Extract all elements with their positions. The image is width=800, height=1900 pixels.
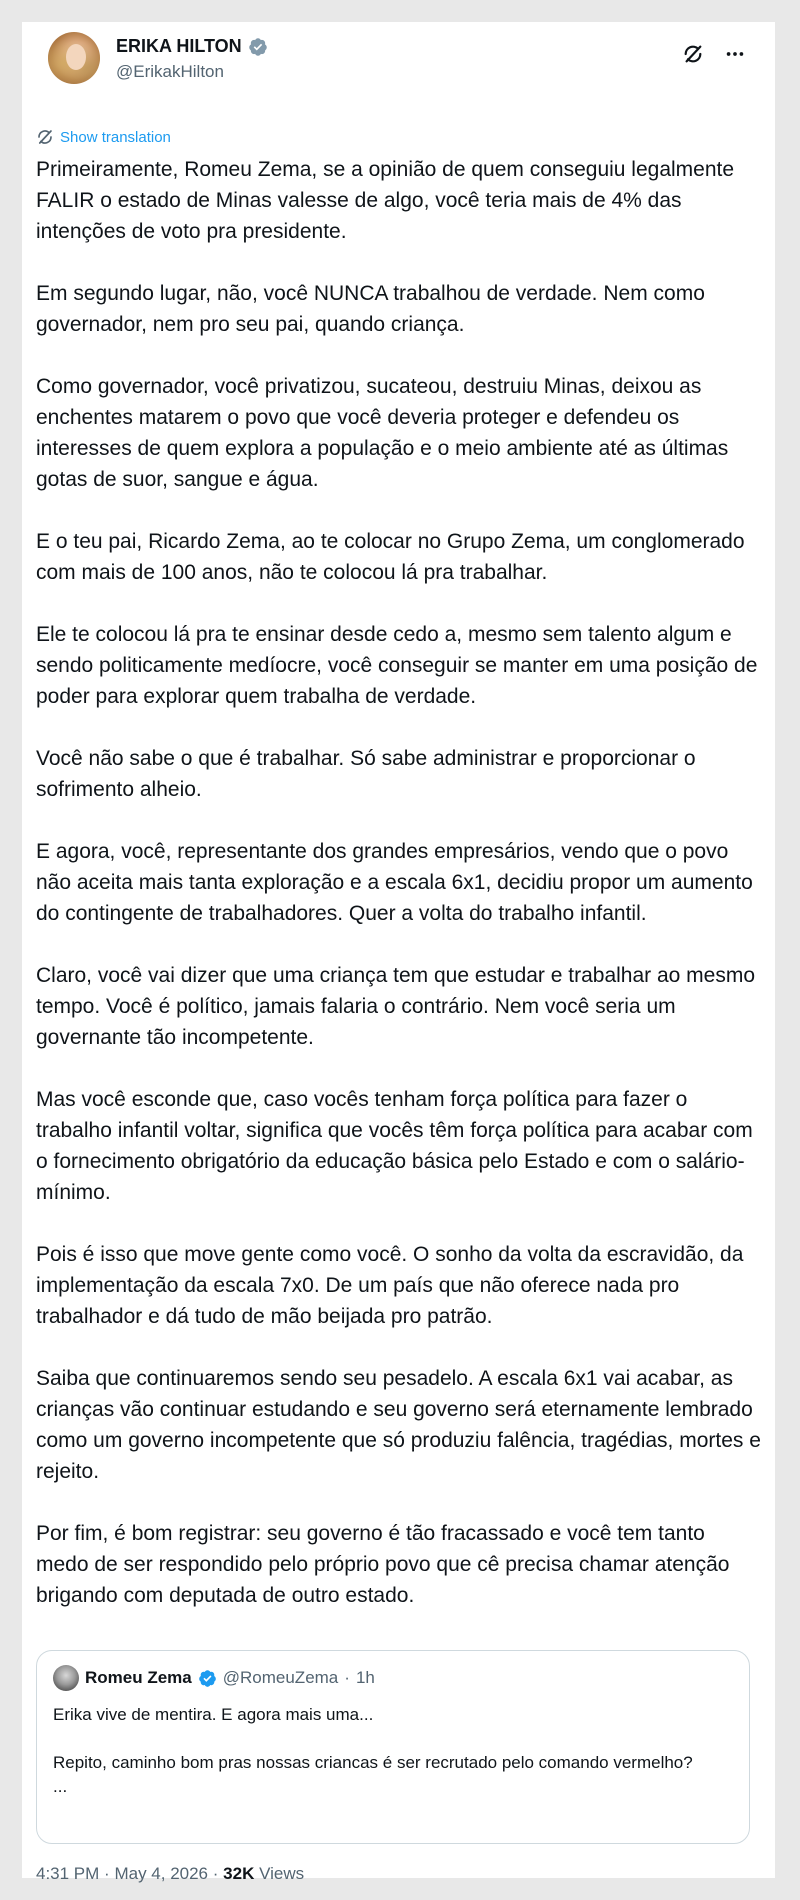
tweet-card [22, 22, 775, 1883]
verified-badge-icon [248, 37, 268, 57]
meta-separator: · [104, 1864, 110, 1883]
views-label: Views [259, 1864, 305, 1883]
tweet-paragraph: Mas você esconde que, caso vocês tenham força política para fazer o trabalho infantil voltar, significa que vocês têm força política para acabar com o fornecimento obrigatório da educação básica pelo Estado e com o salário-mínimo. [36, 1088, 753, 1204]
views-count[interactable]: 32K [223, 1864, 255, 1883]
tweet-paragraph: E agora, você, representante dos grandes empresários, vendo que o povo não aceita mais tanta exploração e a escala 6x1, decidiu propor um aumento do contingente de trabalhadores. Quer a volta do trabalho infantil. [36, 840, 753, 925]
tweet-paragraph: Você não sabe o que é trabalhar. Só sabe administrar e proporcionar o sofrimento alheio. [36, 747, 696, 801]
author-name-row [116, 36, 268, 57]
show-translation-label[interactable]: Show translation [60, 128, 171, 146]
quoted-timestamp[interactable]: 1h [355, 1668, 375, 1687]
quoted-line: Repito, caminho bom pras nossas criancas é ser recrutado pelo comando vermelho? [53, 1753, 693, 1772]
tweet-meta [36, 1864, 304, 1884]
author-name[interactable]: ERIKA HILTON [116, 36, 242, 56]
tweet-paragraph: Como governador, você privatizou, sucateou, destruiu Minas, deixou as enchentes matarem o povo que você deveria proteger e defendeu os interesses de quem explora a população e o meio ambiente até as últimas gotas de suor, sangue e água. [36, 375, 729, 491]
quoted-tweet-text [53, 1703, 733, 1799]
quoted-author-handle[interactable]: @RomeuZema [222, 1668, 339, 1687]
tweet-body [36, 154, 761, 1642]
tweet-paragraph: Claro, você vai dizer que uma criança tem que estudar e trabalhar ao mesmo tempo. Você é político, jamais falaria o contrário. Nem você seria um governante tão incompetente. [36, 964, 756, 1049]
author-avatar[interactable] [48, 32, 100, 84]
avatar-face [66, 44, 86, 70]
quoted-separator: · [344, 1668, 350, 1687]
quoted-verified-icon [198, 1669, 217, 1688]
tweet-paragraph: Ele te colocou lá pra te ensinar desde cedo a, mesmo sem talento algum e sendo politicamente medíocre, você conseguir se manter em uma posição de poder para explorar quem trabalha de verdade. [36, 623, 758, 708]
more-options-glyph [724, 43, 746, 65]
author-handle[interactable]: @ErikakHilton [116, 62, 224, 81]
tweet-paragraph: Primeiramente, Romeu Zema, se a opinião de quem conseguiu legalmente FALIR o estado de Minas valesse de algo, você teria mais de 4% das intenções de voto pra presidente. [36, 158, 735, 243]
tweet-header [36, 22, 761, 122]
quoted-author-avatar[interactable] [53, 1665, 79, 1691]
header-actions [681, 42, 747, 66]
grok-icon[interactable] [681, 42, 705, 66]
show-translation-link[interactable] [36, 128, 171, 146]
tweet-date[interactable]: May 4, 2026 [114, 1864, 209, 1883]
quoted-line: ... [53, 1777, 68, 1796]
tweet-paragraph: Pois é isso que move gente como você. O sonho da volta da escravidão, da implementação da escala 7x0. De um país que não oferece nada pro trabalhador e dá tudo de mão beijada pro patrão. [36, 1243, 744, 1328]
meta-separator: · [212, 1864, 219, 1883]
quoted-line: Erika vive de mentira. E agora mais uma... [53, 1705, 374, 1724]
translate-icon [36, 128, 54, 146]
quoted-tweet[interactable] [36, 1650, 750, 1844]
tweet-paragraph: Em segundo lugar, não, você NUNCA trabalhou de verdade. Nem como governador, nem pro seu pai, quando criança. [36, 282, 705, 336]
quoted-author-name[interactable]: Romeu Zema [85, 1668, 192, 1687]
tweet-paragraph: E o teu pai, Ricardo Zema, ao te colocar no Grupo Zema, um conglomerado com mais de 100 anos, não te colocou lá pra trabalhar. [36, 530, 745, 584]
quoted-tweet-header [53, 1665, 733, 1691]
tweet-paragraph: Por fim, é bom registrar: seu governo é tão fracassado e você tem tanto medo de ser respondido pelo próprio povo que cê precisa chamar atenção brigando com deputada de outro estado. [36, 1522, 730, 1607]
tweet-paragraph: Saiba que continuaremos sendo seu pesadelo. A escala 6x1 vai acabar, as crianças vão continuar estudando e seu governo será eternamente lembrado como um governo incompetente que só produziu falência, tragédias, mortes e rejeito. [36, 1367, 761, 1483]
tweet-time[interactable]: 4:31 PM [36, 1864, 100, 1883]
grok-icon-glyph [682, 43, 704, 65]
more-options-icon[interactable] [723, 42, 747, 66]
